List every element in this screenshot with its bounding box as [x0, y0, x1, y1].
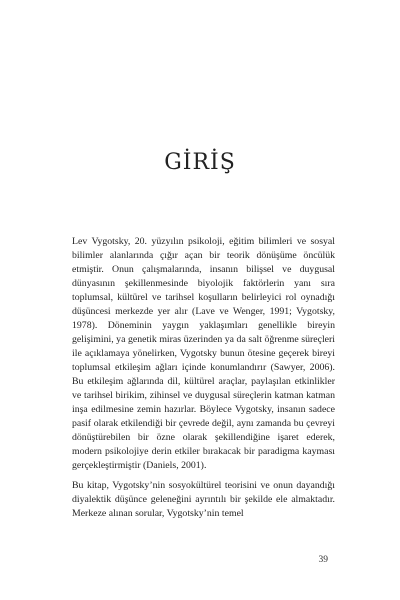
- page-number: 39: [318, 555, 328, 565]
- chapter-title: GİRİŞ: [164, 150, 236, 175]
- body-text: [72, 235, 335, 521]
- paragraph-2: Bu kitap, Vygotsky’nin sosyokültürel teorisini ve onun dayandığı diyalektik düşünce geleneğini ayrıntılı bir şekilde ele almaktadır. Merkeze alınan sorular, Vygotsky’nin temel: [72, 480, 335, 519]
- paragraph-1: Lev Vygotsky, 20. yüzyılın psikoloji, eğitim bilimleri ve sosyal bilimler alanlarında çığır açan bir teorik dönüşüme öncülük etmiştir. Onun çalışmalarında, insanın bilişsel ve duygusal dünyasının şekillenmesinde biyolojik faktörlerin yanı sıra toplumsal, kültürel ve tarihsel koşulların belirleyici rol oynadığı düşüncesi merkezde yer alır (Lave ve Wenger, 1991; Vygotsky, 1978). Döneminin yaygın yaklaşımları genellikle bireyin gelişimini, ya genetik miras üzerinden ya da salt öğrenme süreçleri ile açıklamaya yönelirken, Vygotsky bunun ötesine geçerek bireyi toplumsal etkileşim ağları içinde konumlandırır (Sawyer, 2006). Bu etkileşim ağlarında dil, kültürel araçlar, paylaşılan etkinlikler ve tarihsel birikim, zihinsel ve duygusal süreçlerin katman katman inşa edilmesine zemin hazırlar. Böylece Vygotsky, insanın sadece pasif olarak etkilendiği bir çevrede değil, aynı zamanda bu çevreyi dönüştürebilen bir özne olarak şekillendiğine işaret ederek, modern psikolojiye derin etkiler bırakacak bir paradigma kayması gerçekleştirmiştir (Daniels, 2001).: [72, 236, 335, 471]
